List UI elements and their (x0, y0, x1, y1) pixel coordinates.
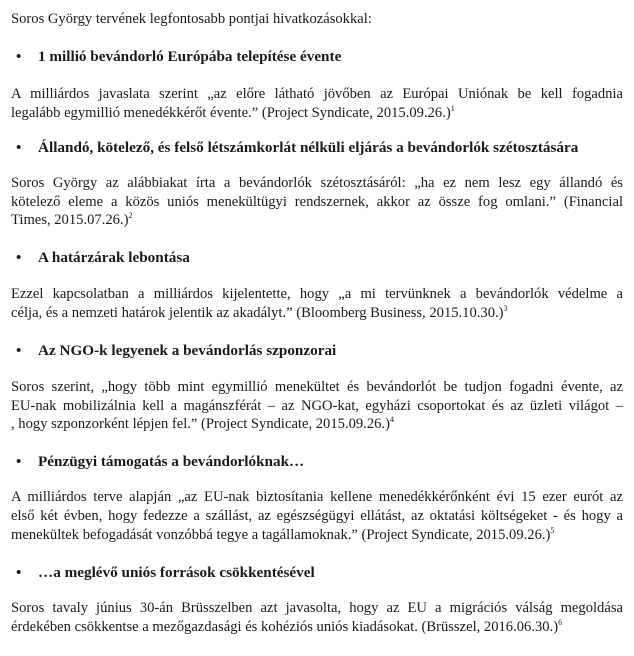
paragraph-text: érdekében csökkentse a mezőgazdasági és kohéziós uniós kiadásokat. (Brüsszel, 2016.06.30.) (11, 619, 559, 635)
paragraph-line-last (11, 211, 623, 230)
section-heading-6 (16, 563, 315, 582)
paragraph-text: menekültek befogadását vonzóbbá tegye a tagállamoknak.” (Project Syndicate, 2015.09.26.) (11, 527, 551, 543)
section-heading-2 (16, 138, 578, 157)
intro-text: Soros György tervének legfontosabb pontjai hivatkozásokkal: (11, 11, 372, 27)
paragraph-line: A milliárdos javaslata szerint „az előre látható jövőben az Európai Uniónak be kell fogadnia (11, 86, 623, 102)
paragraph-line: első két évben, hogy fedezze a szállást, az egészségügyi ellátást, az oktatási költségeket - és hogy a (11, 508, 623, 524)
footnote-marker: 4 (389, 415, 394, 424)
paragraph-line: Soros György az alábbiakat írta a bevándorlók szétosztásáról: „ha ez nem lesz egy állandó és (11, 175, 623, 191)
paragraph-line-last (11, 104, 623, 123)
bullet-icon: • (16, 564, 22, 581)
footnote-marker: 1 (450, 104, 455, 113)
heading-text: …a meglévő uniós források csökkentésével (38, 564, 315, 581)
heading-text: Pénzügyi támogatás a bevándorlóknak… (38, 453, 305, 470)
heading-text: Állandó, kötelező, és felső létszámkorlát nélküli eljárás a bevándorlók szétosztására (38, 139, 579, 156)
paragraph-text: legalább egymillió menedékkérőt évente.” (Project Syndicate, 2015.09.26.) (11, 105, 451, 121)
paragraph-line-last (11, 304, 623, 323)
section-heading-5 (16, 452, 304, 471)
paragraph-line: A milliárdos terve alapján „az EU-nak biztosítania kellene menedékkérőnként évi 15 ezer eurót az (11, 489, 623, 505)
bullet-icon: • (16, 249, 22, 266)
heading-text: A határzárak lebontása (38, 249, 190, 266)
footnote-marker: 6 (558, 618, 563, 627)
heading-text: Az NGO-k legyenek a bevándorlás szponzorai (38, 342, 337, 359)
bullet-icon: • (16, 453, 22, 470)
bullet-icon: • (16, 139, 22, 156)
paragraph-line: kötelező eleme a közös uniós menekültügyi rendszernek, akkor az össze fog omlani.” (Financial (11, 194, 623, 210)
paragraph-line-last (11, 526, 623, 545)
paragraph-line: EU-nak mobilizálnia kell a magánszférát – az NGO-kat, egyházi csoportokat és az üzleti világot – (11, 398, 623, 414)
bullet-icon: • (16, 48, 22, 65)
paragraph-line-last (11, 415, 623, 434)
paragraph-line: Soros szerint, „hogy több mint egymillió menekültet és bevándorlót be tudjon fogadni évente, az (11, 379, 623, 395)
paragraph-text: Times, 2015.07.26.) (11, 212, 129, 228)
section-heading-3 (16, 248, 190, 267)
paragraph-text: , hogy szponzorként lépjen fel.” (Project Syndicate, 2015.09.26.) (11, 416, 390, 432)
footnote-marker: 2 (128, 211, 133, 220)
paragraph-line: Ezzel kapcsolatban a milliárdos kijelentette, hogy „a mi tervünknek a bevándorlók védelme a (11, 286, 623, 302)
section-heading-4 (16, 341, 336, 360)
footnote-marker: 3 (503, 304, 508, 313)
paragraph-line-last (11, 618, 623, 637)
footnote-marker: 5 (550, 526, 555, 535)
paragraph-line: Soros tavaly június 30-án Brüsszelben azt javasolta, hogy az EU a migrációs válság megoldása (11, 600, 623, 616)
section-heading-1 (16, 47, 341, 66)
heading-text: 1 millió bevándorló Európába telepítése évente (38, 48, 342, 65)
paragraph-text: célja, és a nemzeti határok jelentik az akadályt.” (Bloomberg Business, 2015.10.30.) (11, 305, 504, 321)
bullet-icon: • (16, 342, 22, 359)
